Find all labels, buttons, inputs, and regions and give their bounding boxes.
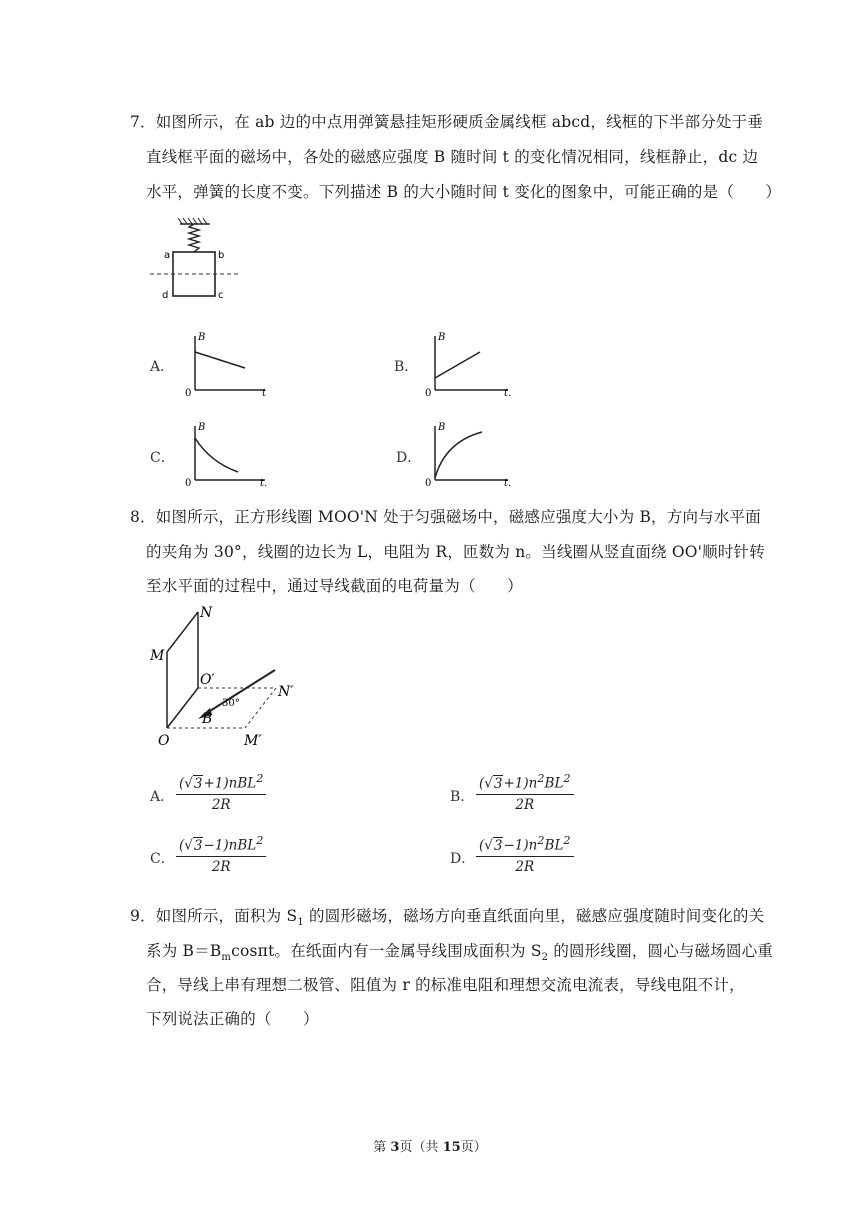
q8-option-a-fraction: (√3+1)nBL$^2$ 2R [176, 772, 266, 813]
origin-label: 0 [185, 388, 192, 399]
q7-line-2: 直线框平面的磁场中，各处的磁感应强度 B 随时间 t 的变化情况相同，线框静止，dc 边 [146, 148, 759, 166]
q8-option-d-letter: D． [450, 851, 476, 867]
label-b: b [218, 250, 225, 261]
origin-label: 0 [425, 388, 432, 399]
q7-option-a-letter: A． [150, 359, 175, 375]
q9-line-1: 9．如图所示，面积为 $S_1$ 的圆形磁场，磁场方向垂直纸面向里，磁感应强度随时间变化的关 [130, 907, 765, 929]
label-M-prime: M′ [244, 733, 262, 749]
q8-option-c-fraction: (√3−1)nBL$^2$ 2R [176, 834, 266, 875]
q8-coil-figure [140, 600, 310, 750]
curve-decreasing-line [195, 352, 245, 368]
q9-line-3: 合，导线上串有理想二极管、阻值为 r 的标准电阻和理想交流电流表，导线电阻不计， [146, 976, 745, 994]
dashed-N-prime-M-prime [245, 688, 276, 728]
label-d: d [162, 290, 169, 301]
q7-option-c-letter: C． [150, 450, 175, 466]
q8-option-b-letter: B． [450, 789, 475, 805]
y-label: B [198, 422, 206, 433]
label-O-prime: O′ [200, 672, 215, 688]
q7-option-c-graph [180, 420, 275, 490]
origin-label: 0 [425, 478, 432, 489]
label-B: B [202, 711, 213, 727]
q9-line-4: 下列说法正确的（ ） [146, 1010, 319, 1028]
q7-option-b-letter: B． [394, 359, 419, 375]
q7-line-3: 水平，弹簧的长度不变。下列描述 B 的大小随时间 t 变化的图象中，可能正确的是（ ） [146, 183, 782, 201]
label-angle: 30° [222, 698, 240, 709]
y-label: B [438, 422, 446, 433]
q7-line-1: 7．如图所示，在 ab 边的中点用弹簧悬挂矩形硬质金属线框 abcd，线框的下半部分处于垂 [130, 113, 764, 131]
label-N: N [200, 605, 213, 621]
q9-line-2: 系为 $B=B_m\cos\pi t$。在纸面内有一金属导线围成面积为 $S_2$ 的圆形线圈，圆心与磁场圆心重 [146, 942, 774, 964]
label-c: c [218, 290, 224, 301]
q8-option-d-fraction: $(√3-1)n^2BL^2$ 2R [476, 834, 574, 875]
q8-option-a-letter: A． [150, 789, 175, 805]
label-a: a [164, 250, 171, 261]
total-page-number: 15 [442, 1140, 461, 1155]
q8-line-2: 的夹角为 30°，线圈的边长为 L，电阻为 R，匝数为 n。当线圈从竖直面绕 OO'顺时针转 [146, 543, 765, 561]
axis-OO-prime [167, 688, 198, 728]
label-O: O [158, 733, 170, 749]
q7-spring-frame-figure [140, 214, 250, 304]
q7-option-a-graph [180, 330, 275, 400]
label-N-prime: N′ [278, 684, 294, 700]
q8-option-b-fraction: $(√3+1)n^2BL^2$ 2R [476, 772, 574, 813]
q8-line-1: 8．如图所示，正方形线圈 MOO'N 处于匀强磁场中，磁感应强度大小为 B，方向与水平面 [130, 508, 761, 526]
edge-MN [167, 612, 198, 652]
label-M: M [150, 648, 165, 664]
q8-option-c-letter: C． [150, 851, 175, 867]
curve-increasing-line [435, 352, 480, 378]
current-page-number: 3 [390, 1140, 400, 1155]
q8-line-3: 至水平面的过程中，通过导线截面的电荷量为（ ） [146, 577, 523, 595]
q7-option-b-graph [420, 330, 520, 400]
x-label: t [262, 388, 267, 399]
q7-option-d-graph [420, 420, 520, 490]
curve-increasing-concave [435, 432, 482, 478]
x-label: t. [504, 478, 512, 489]
x-label: t. [504, 388, 512, 399]
q7-option-d-letter: D． [396, 450, 422, 466]
spring-icon [189, 224, 199, 252]
y-label: B [198, 332, 206, 343]
curve-decreasing-concave [195, 438, 238, 472]
origin-label: 0 [185, 478, 192, 489]
y-label: B [438, 332, 446, 343]
x-label: t. [260, 478, 268, 489]
page-footer: 第 3页（共 15页） [373, 1140, 487, 1155]
